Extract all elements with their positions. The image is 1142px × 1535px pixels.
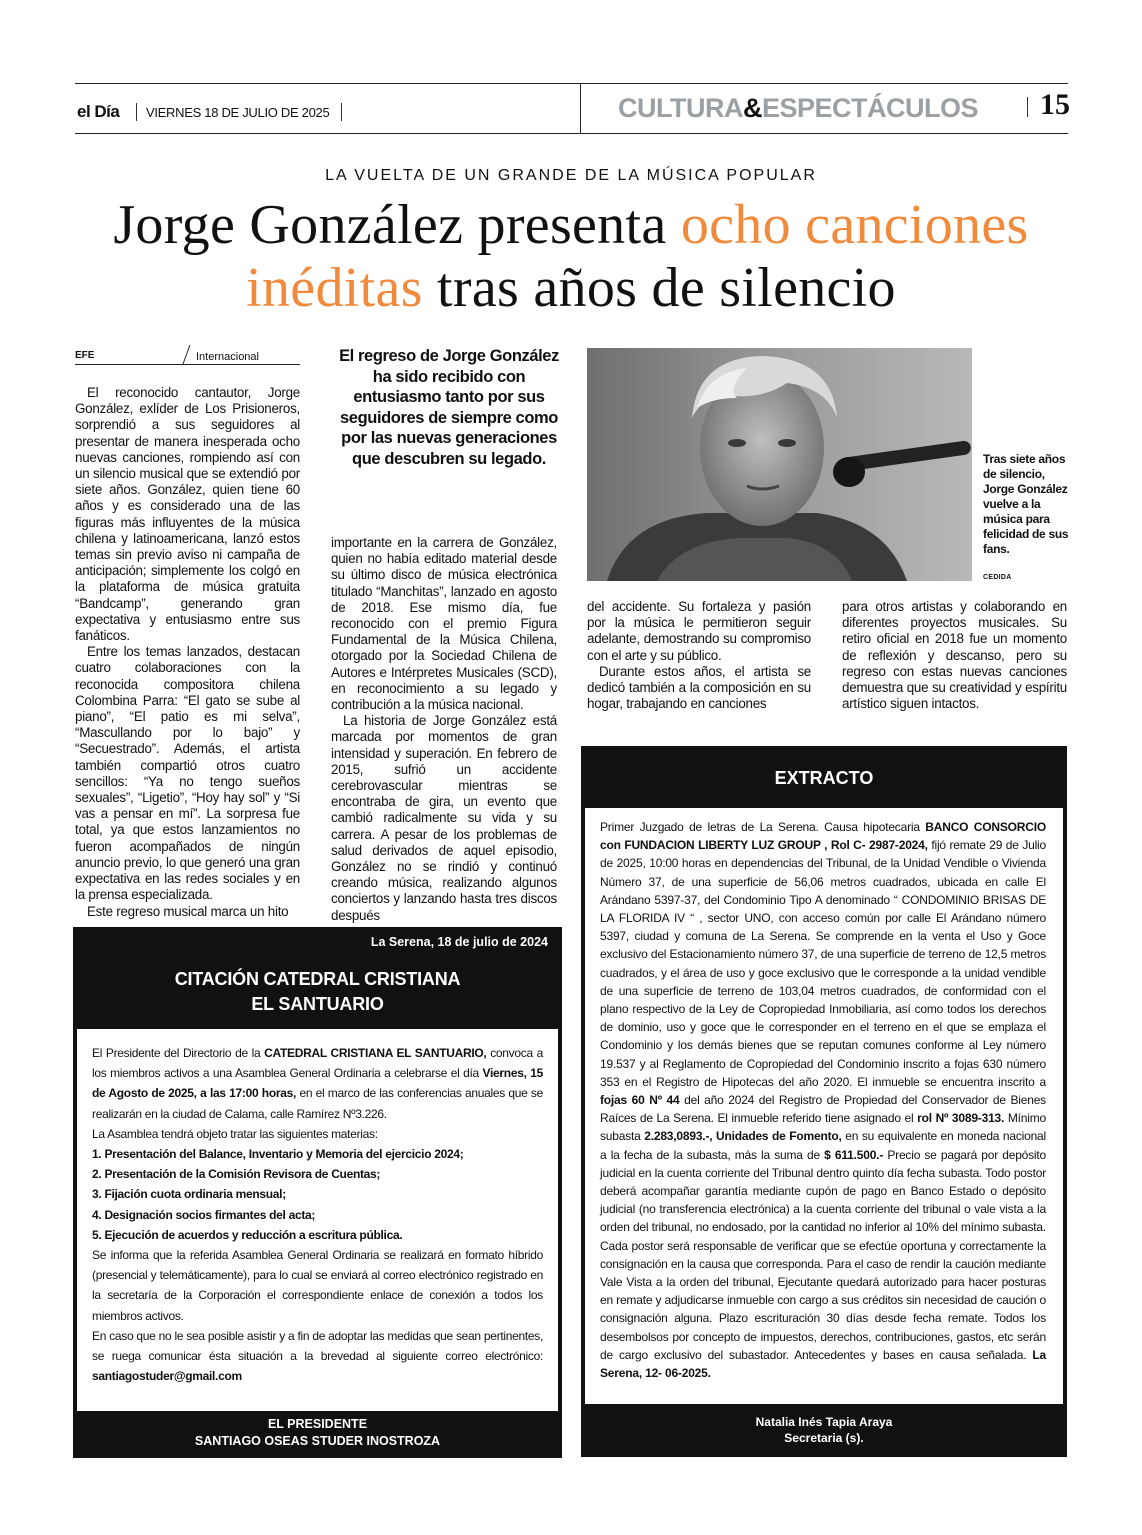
contact-email[interactable]: santiagostuder@gmail.com — [92, 1369, 242, 1384]
byline-rule — [75, 364, 300, 365]
citacion-notice — [73, 927, 562, 1458]
citacion-item: 4. Designación socios firmantes del acta; — [92, 1207, 316, 1222]
section-title: CULTURA&ESPECTÁCULOS — [618, 93, 979, 123]
citacion-item: 5. Ejecución de acuerdos y reducción a escritura pública. — [92, 1227, 403, 1242]
citacion-contact: En caso que no le sea posible asistir y a fin de adoptar las medidas que sean pertinentes, se ruega comunicar ésta situación a la brevedad al siguiente correo electrónico: santiagostuder@gmail.com — [92, 1328, 543, 1384]
photo-credit: CEDIDA — [983, 574, 1012, 581]
citacion-materias-intro: La Asamblea tendrá objeto tratar las siguientes materias: — [92, 1126, 378, 1141]
header-separator — [341, 103, 342, 121]
citacion-date: La Serena, 18 de julio de 2024 — [370, 935, 548, 949]
article-column-3 — [587, 599, 811, 712]
header-divider — [580, 84, 581, 133]
article-paragraph: Este regreso musical marca un hito — [87, 903, 289, 919]
extracto-signature: Natalia Inés Tapia Araya Secretaria (s). — [755, 1415, 893, 1445]
newspaper-logo: el Día — [77, 102, 120, 121]
extracto-body: Primer Juzgado de letras de La Serena. Causa hipotecaria BANCO CONSORCIO con FUNDACION LIBERTY LUZ GROUP , Rol C- 2987-2024, fijó remate 29 de Julio de 2025, 10:00 horas en dependencias del Tribunal, de la Unidad Vendible o Vivienda Número 37, de una superficie de 56,06 metros cuadrados, ubicada en calle El Arándano 5397-37, del Condominio Tipo A denominado “ CONDOMINIO BRISAS DE LA FLORIDA IV “ , sector UNO, con acceso común por calle El Arándano número 5397, ciudad y comuna de La Serena. Se comprende en la venta el Uso y Goce exclusivo del Estacionamiento número 37, de una superficie de terreno de 12,5 metros cuadrados, y el área de uso y goce exclusivo que le corresponde a la unidad vendible de una superficie de terreno de 103,04 metros cuadrados, de conformidad con el plano respectivo de la Ley de Copropiedad Inmobiliaria, así como todos los derechos de dominio, uso y goce que le corresponder en el terreno en el que se emplaza el Condominio y los demás bienes que se reputan comunes conforme al Ley número 19.537 y al Reglamento de Copropiedad del Condominio inscrito a fojas 630 número 353 en el Registro de Hipotecas del año 2020. El inmueble se encuentra inscrito a fojas 60 Nº 44 del año 2024 del Registro de Propiedad del Conservador de Bienes Raíces de La Serena. El inmueble referido tiene asignado el rol Nº 3089-313. Mínimo subasta 2.283,0893.-, Unidades de Fomento, en su equivalente en moneda nacional a la fecha de la subasta, más la suma de $ 611.500.- Precio se pagará por depósito judicial en la cuenta corriente del Tribunal dentro quinto día fecha subasta. Todo postor deberá acompañar garantía mediante cupón de pago en Banco Estado o depósito judicial (no transferencia electrónica) a la cuenta corriente del tribunal o vale vista a la orden del tribunal, no endosado, por la cantidad no inferior al 10% del mínimo subasta. Cada postor será responsable de verificar que se efectúe oportuna y correctamente la consignación en la causa que corresponda. Para el caso de rendir la caución mediante Vale Vista a la orden del tribunal, Ejecutante quedará autorizado para hacer posturas en remate y adjudicarse inmueble con cargo a sus créditos sin necesidad de caución o consignación alguna. Plazo escrituración 30 días desde fecha remate. Todos los desembolsos por concepto de impuestos, derechos, contribuciones, gastos, etc serán de cargo exclusivo del subastador. Antecedentes y bases en causa señalada. La Serena, 12- 06-2025. — [585, 808, 1063, 1404]
pull-quote: El regreso de Jorge González ha sido recibido con entusiasmo tanto por sus seguidores de siempre como por las nuevas generaciones que descubren su legado. — [339, 347, 559, 468]
article-paragraph: La historia de Jorge González está marcada por momentos de gran intensidad y superación. En febrero de 2015, sufrió un accidente cerebrovascular mientras se encontraba de gira, un evento que cambió radicalmente su vida y su carrera. A pesar de los problemas de salud derivados de aquel episodio, González no se rindió y continuó creando música, realizando algunos conciertos y lanzando hasta tres discos después — [331, 713, 557, 923]
article-column-2 — [331, 535, 557, 924]
citacion-signature: EL PRESIDENTE SANTIAGO OSEAS STUDER INOSTROZA — [194, 1417, 441, 1448]
citacion-item: 2. Presentación de la Comisión Revisora de Cuentas; — [92, 1167, 381, 1182]
article-column-4 — [842, 599, 1067, 712]
article-paragraph: El reconocido cantautor, Jorge González, exlíder de Los Prisioneros, sorprendió a sus seguidores al presentar de manera inesperada ocho nuevas canciones, rompiendo así con un silencio musical que se extendió por siete años. González, quien tiene 60 años y es considerado una de las figuras más influyentes de la música chilena y latinoamericana, lanzó estos temas sin previo aviso ni campaña de anticipación; simplemente los colgó en la plataforma de música gratuita “Bandcamp”, generando gran expectativa y entusiasmo entre sus fanáticos. — [75, 385, 300, 644]
byline-source: EFE — [75, 350, 95, 361]
header-separator — [1027, 97, 1028, 117]
header-rule-bottom — [75, 133, 1068, 134]
issue-date: VIERNES 18 DE JULIO DE 2025 — [146, 105, 330, 120]
extracto-title: EXTRACTO — [774, 768, 874, 788]
article-column-1 — [75, 385, 300, 920]
photo-caption: Tras siete años de silencio, Jorge González vuelve a la música para felicidad de sus fans. — [983, 452, 1069, 556]
article-photo — [587, 348, 972, 581]
article-paragraph: del accidente. Su fortaleza y pasión por la música le permitieron seguir adelante, demostrando su compromiso con el arte y su público. — [587, 599, 811, 663]
byline-slash — [183, 345, 191, 364]
article-paragraph: para otros artistas y colaborando en diferentes proyectos musicales. Su retiro oficial en 2018 fue un momento de reflexión y descanso, pero su regreso con estas nuevas canciones demuestra que su creatividad y espíritu artístico siguen intactos. — [842, 599, 1067, 712]
page-number: 15 — [1040, 88, 1070, 121]
citacion-intro: El Presidente del Directorio de la CATEDRAL CRISTIANA EL SANTUARIO, convoca a los miembros activos a una Asamblea General Ordinaria a celebrarse el día Viernes, 15 de Agosto de 2025, a las 17:00 horas, en el marco de las conferencias anuales que se realizarán en la ciudad de Calama, calle Ramírez Nº3.226. — [92, 1046, 543, 1121]
extracto-notice — [581, 746, 1067, 1457]
portrait-photo — [587, 348, 972, 581]
citacion-formato: Se informa que la referida Asamblea General Ordinaria se realizará en formato híbrido (presencial y telemáticamente), para lo cual se enviará al correo electrónico registrado en la secretaría de la Corporación el correspondiente enlace de conexión a todos los miembros activos. — [92, 1248, 543, 1323]
article-paragraph: Entre los temas lanzados, destacan cuatro colaboraciones con la reconocida compositora chilena Colombina Parra: “El gato se sube al piano”, “El patio es mi selva”, “Mascullando por lo bajo” y “Secuestrado”. Además, el artista también compartió otros cuatro sencillos: “Ya no tengo sueños sexuales”, “Ligetio”, “Hoy hay sol” y “Si vas a pensar en mí”. La sorpresa fue total, ya que estos lanzamientos no fueron acompañados de ningún anuncio previo, lo que generó una gran expectativa en las redes sociales y en la prensa especializada. — [75, 644, 300, 903]
citacion-item: 3. Fijación cuota ordinaria mensual; — [92, 1187, 286, 1202]
header-rule-top — [75, 83, 1068, 84]
citacion-item: 1. Presentación del Balance, Inventario y Memoria del ejercicio 2024; — [92, 1147, 464, 1162]
citacion-title: CITACIÓN CATEDRAL CRISTIANA EL SANTUARIO — [174, 969, 461, 1014]
article-headline: Jorge González presenta ocho canciones inéditas tras años de silencio — [113, 194, 1029, 319]
header-separator — [136, 103, 137, 121]
article-kicker: LA VUELTA DE UN GRANDE DE LA MÚSICA POPULAR — [325, 167, 817, 184]
citacion-body — [77, 1029, 558, 1411]
article-paragraph: Durante estos años, el artista se dedicó también a la composición en su hogar, trabajando en canciones — [587, 663, 811, 712]
article-paragraph: importante en la carrera de González, quien no había editado material desde su último disco de música electrónica titulado “Manchitas”, lanzado en agosto de 2018. Ese mismo día, fue reconocido con el premio Figura Fundamental de la Música Chilena, otorgado por la Sociedad Chilena de Autores e Intérpretes Musicales (SCD), en reconocimiento a su legado y contribución a la música nacional. — [331, 535, 557, 713]
byline-category: Internacional — [196, 351, 259, 363]
